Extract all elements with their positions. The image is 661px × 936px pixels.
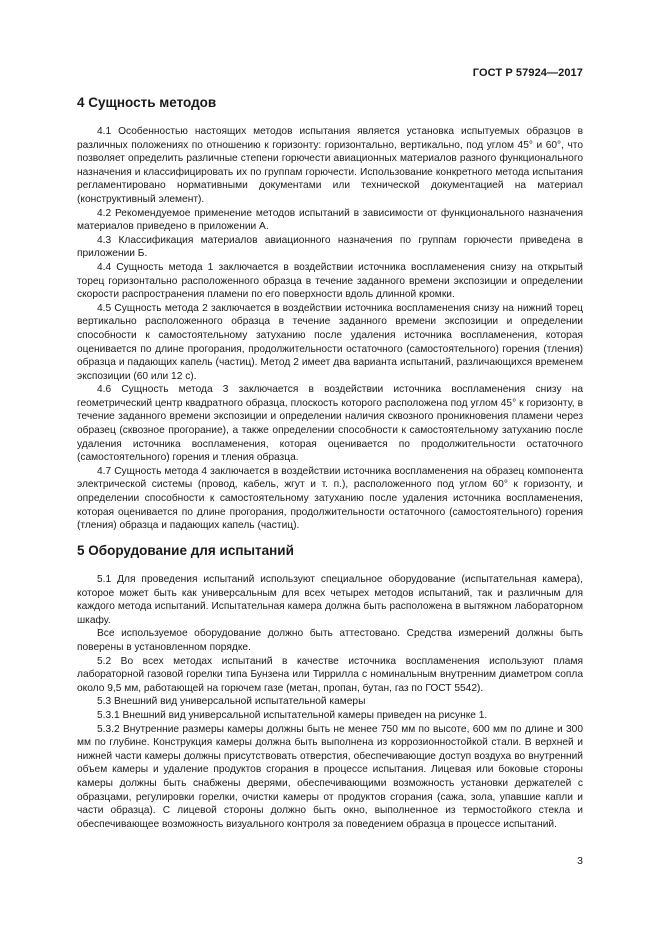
- section-5-title: 5 Оборудование для испытаний: [77, 543, 294, 558]
- standard-number: ГОСТ Р 57924—2017: [472, 67, 583, 79]
- paragraph-4-6: 4.6 Сущность метода 3 заключается в воздействии источника воспламенения снизу на геометрический центр квадратного образца, плоскость которого расположена под углом 45° к горизонту, в течение заданного времени экспозиции и определении наличия сквозного проникновения пламени через образец (сквозное прогорание), а также определении способности к самостоятельному затуханию после удаления источника воспламенения, которая оценивается по продолжительности остаточного (самостоятельного) горения и тления образца.: [77, 384, 583, 464]
- section-4-title: 4 Сущность методов: [77, 95, 217, 110]
- paragraph-4-1: 4.1 Особенностью настоящих методов испытания является установка испытуемых образцов в различных положениях по отношению к горизонту: горизонтально, вертикально, под углом 45° и 60°, что позволяет определить различные степени горючести авиационных материалов разного функционального назначения и классифицировать их по группам горючести. Использование конкретного метода испытания регламентировано нормативными документами или технической документацией на материал (конструктивный элемент).: [77, 126, 583, 205]
- paragraph-5-2: 5.2 Во всех методах испытаний в качестве источника воспламенения используют пламя лабораторной газовой горелки типа Бунзена или Тиррилла с номинальным внутренним диаметром сопла около 9,5 мм, работающей на горючем газе (метан, пропан, бутан, газ по ГОСТ 5542).: [77, 655, 583, 694]
- paragraph-5-1: 5.1 Для проведения испытаний используют специальное оборудование (испытательная камера), которое может быть как универсальным для всех четырех методов испытаний, так и различным для каждого метода испытаний. Испытательная камера должна быть расположена в вытяжном лабораторном шкафу.: [77, 574, 583, 626]
- paragraph-4-4: 4.4 Сущность метода 1 заключается в воздействии источника воспламенения снизу на открытый торец горизонтально расположенного образца в течение заданного времени экспозиции и определении скорости распространения пламени по его поверхности вдоль длинной кромки.: [77, 261, 583, 301]
- page-number: 3: [577, 855, 583, 867]
- paragraph-5-1-note: Все используемое оборудование должно быть аттестовано. Средства измерений должны быть поверены в установленном порядке.: [77, 628, 583, 653]
- section-4-body: [77, 125, 583, 533]
- paragraph-5-3: 5.3 Внешний вид универсальной испытательной камеры: [97, 696, 366, 708]
- paragraph-4-5: 4.5 Сущность метода 2 заключается в воздействии источника воспламенения снизу на нижний торец вертикально расположенного образца в течение заданного времени экспозиции и определении способности к самостоятельному затуханию после удаления источника воспламенения, которая оценивается по длине прогорания, продолжительности остаточного (самостоятельного) горения (тления) образца и падающих капель (частиц). Метод 2 имеет два варианта испытаний, различающихся временем экспозиции (60 или 12 с).: [77, 302, 583, 382]
- paragraph-4-2: 4.2 Рекомендуемое применение методов испытаний в зависимости от функционального назначения материалов приведено в приложении А.: [77, 207, 583, 233]
- paragraph-4-7: 4.7 Сущность метода 4 заключается в воздействии источника воспламенения на образец компонента электрической системы (провод, кабель, жгут и т. п.), расположенного под углом 60° к горизонту, и определении способности к самостоятельному затуханию после удаления источника воспламенения, которая оценивается по длине прогорания, продолжительности остаточного (самостоятельного) горения (тления) образца и падающих капель (частиц).: [77, 465, 583, 532]
- paragraph-5-3-2: 5.3.2 Внутренние размеры камеры должны быть не менее 750 мм по высоте, 600 мм по длине и 300 мм по глубине. Конструкция камеры должна быть выполнена из коррозионностойкой стали. В верхней и нижней части камеры должны присутствовать отверстия, обеспечивающие доступ воздуха во внутренний объем камеры и удаление продуктов сгорания в процессе испытания. Лицевая или боковые стороны камеры должны быть снабжены дверями, обеспечивающими возможность установки держателей с образцами, регулировки горелки, очистки камеры от продуктов сгорания (сажа, зола, упавшие капли и части образца). С лицевой стороны должно быть окно, выполненное из термостойкого стекла и обеспечивающее возможность визуального контроля за поведением образца в процессе испытаний.: [77, 723, 583, 830]
- paragraph-4-3: 4.3 Классификация материалов авиационного назначения по группам горючести приведена в приложении Б.: [77, 234, 583, 260]
- section-5-body: [77, 573, 583, 831]
- paragraph-5-3-1: 5.3.1 Внешний вид универсальной испытательной камеры приведен на рисунке 1.: [97, 709, 488, 721]
